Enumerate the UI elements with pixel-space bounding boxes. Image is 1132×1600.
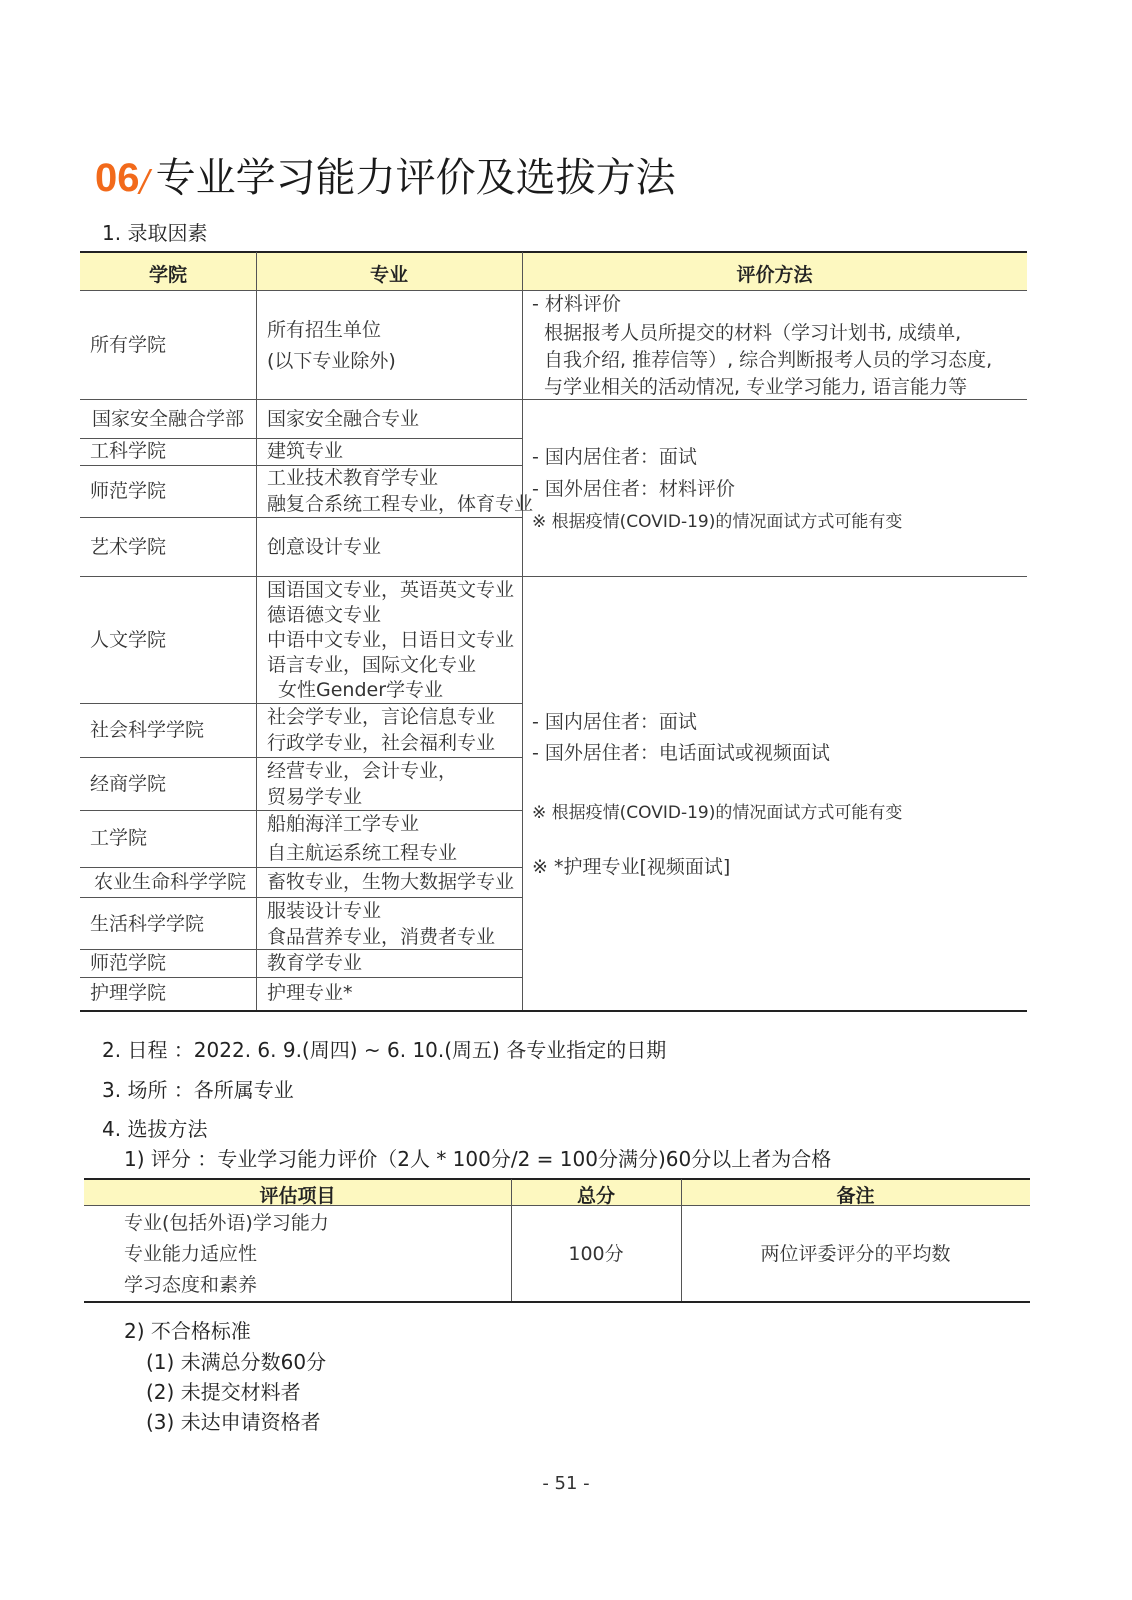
fail-criteria-item: (2) 未提交材料者 [146, 1380, 301, 1404]
table-divider [80, 897, 522, 898]
major-cell: 国语国文专业，英语英文专业 [267, 579, 515, 601]
selection-method-heading: 4. 选拔方法 [102, 1117, 208, 1141]
fail-criteria-item: (3) 未达申请资格者 [146, 1410, 321, 1434]
college-cell: 师范学院 [90, 952, 167, 974]
college-cell: 工科学院 [90, 440, 167, 462]
header-college: 学院 [148, 264, 187, 286]
header-total: 总分 [576, 1185, 615, 1207]
college-cell: 人文学院 [90, 629, 167, 651]
table-divider [80, 703, 522, 704]
table-divider [80, 977, 522, 978]
table-border-top [84, 1178, 1030, 1180]
header-major: 专业 [369, 264, 408, 286]
evaluation-text: - 国内居住者：面试 [532, 446, 697, 468]
header-note: 备注 [836, 1185, 875, 1207]
major-cell: 国家安全融合专业 [267, 408, 420, 430]
evaluation-note: ※ 根据疫情(COVID-19)的情况面试方式可能有变 [532, 803, 903, 823]
college-cell: 师范学院 [90, 480, 167, 502]
table-divider [80, 517, 522, 518]
major-cell: 建筑专业 [267, 440, 344, 462]
major-cell: 社会学专业，言论信息专业 [267, 706, 496, 728]
table-border-bottom [80, 1010, 1027, 1012]
evaluation-text: 自我介绍, 推荐信等）, 综合判断报考人员的学习态度, [544, 349, 993, 371]
evaluation-text: - 国外居住者：电话面试或视频面试 [532, 742, 830, 764]
evaluation-item: 专业(包括外语)学习能力 [124, 1212, 329, 1234]
major-cell: 经营专业，会计专业， [267, 760, 458, 782]
evaluation-text: 与学业相关的活动情况, 专业学习能力, 语言能力等 [544, 376, 968, 398]
college-cell: 护理学院 [90, 982, 167, 1004]
page-title [95, 146, 676, 203]
section-heading-admission-factors: 1. 录取因素 [102, 221, 208, 245]
fail-criteria-item: (1) 未满总分数60分 [146, 1350, 327, 1374]
column-divider [256, 252, 257, 1010]
college-cell: 农业生命科学学院 [94, 871, 247, 893]
major-cell: 中语中文专业，日语日文专业 [267, 629, 515, 651]
major-cell: 工业技术教育学专业 [267, 467, 439, 489]
evaluation-text: - 国内居住者：面试 [532, 711, 697, 733]
title-text: 专业学习能力评价及选拔方法 [155, 155, 676, 201]
college-cell: 经商学院 [90, 773, 167, 795]
total-score: 100分 [568, 1243, 624, 1265]
major-cell: 服装设计专业 [267, 900, 382, 922]
evaluation-text: - 材料评价 [532, 293, 621, 315]
table-divider [80, 810, 522, 811]
college-cell: 生活科学学院 [90, 913, 205, 935]
evaluation-item: 专业能力适应性 [124, 1243, 258, 1265]
college-cell: 艺术学院 [90, 536, 167, 558]
table-border-bottom [84, 1301, 1030, 1303]
college-cell: 国家安全融合学部 [92, 408, 245, 430]
major-cell: 护理专业* [267, 982, 353, 1004]
table-border-top [80, 251, 1027, 253]
major-cell: 船舶海洋工学专业 [267, 813, 420, 835]
major-cell: 食品营养专业，消费者专业 [267, 926, 496, 948]
college-cell: 工学院 [90, 827, 148, 849]
major-cell: 融复合系统工程专业，体育专业 [267, 493, 534, 515]
major-cell: 自主航运系统工程专业 [267, 842, 458, 864]
note-text: 两位评委评分的平均数 [760, 1243, 951, 1265]
page-number: - 51 - [542, 1473, 590, 1494]
major-cell: 行政学专业，社会福利专业 [267, 732, 496, 754]
major-cell: 创意设计专业 [267, 536, 382, 558]
major-cell: 贸易学专业 [267, 786, 363, 808]
location-text: 3. 场所 ：各所属专业 [102, 1078, 294, 1102]
schedule-text: 2. 日程 ：2022. 6. 9.(周四) ~ 6. 10.(周五) 各专业指定的日期 [102, 1038, 667, 1062]
table-divider [80, 290, 1027, 291]
major-cell: 畜牧专业，生物大数据学专业 [267, 871, 515, 893]
major-cell: (以下专业除外) [267, 350, 396, 372]
college-cell: 所有学院 [90, 334, 167, 356]
evaluation-text: 根据报考人员所提交的材料（学习计划书, 成绩单, [544, 322, 962, 344]
table-divider [80, 757, 522, 758]
college-cell: 社会科学学院 [90, 719, 205, 741]
header-item: 评估项目 [259, 1185, 336, 1207]
evaluation-item: 学习态度和素养 [124, 1274, 258, 1296]
major-cell: 教育学专业 [267, 952, 363, 974]
column-divider [522, 252, 523, 1010]
table-divider [80, 867, 522, 868]
header-evaluation: 评价方法 [736, 264, 813, 286]
table-divider [80, 576, 1027, 577]
title-number: 06 [95, 156, 140, 200]
major-cell: 女性Gender学专业 [278, 679, 444, 701]
evaluation-note: ※ 根据疫情(COVID-19)的情况面试方式可能有变 [532, 512, 903, 532]
major-cell: 德语德文专业 [267, 604, 382, 626]
evaluation-text: - 国外居住者：材料评价 [532, 478, 735, 500]
major-cell: 语言专业，国际文化专业 [267, 654, 477, 676]
fail-criteria-heading: 2) 不合格标准 [124, 1319, 251, 1343]
major-cell: 所有招生单位 [267, 319, 382, 341]
title-slash: / [139, 164, 150, 199]
evaluation-note: ※ *护理专业[视频面试] [532, 856, 731, 878]
scoring-text: 1) 评分 ：专业学习能力评价（2人 * 100分/2 = 100分满分)60分以上者为合格 [124, 1147, 832, 1171]
